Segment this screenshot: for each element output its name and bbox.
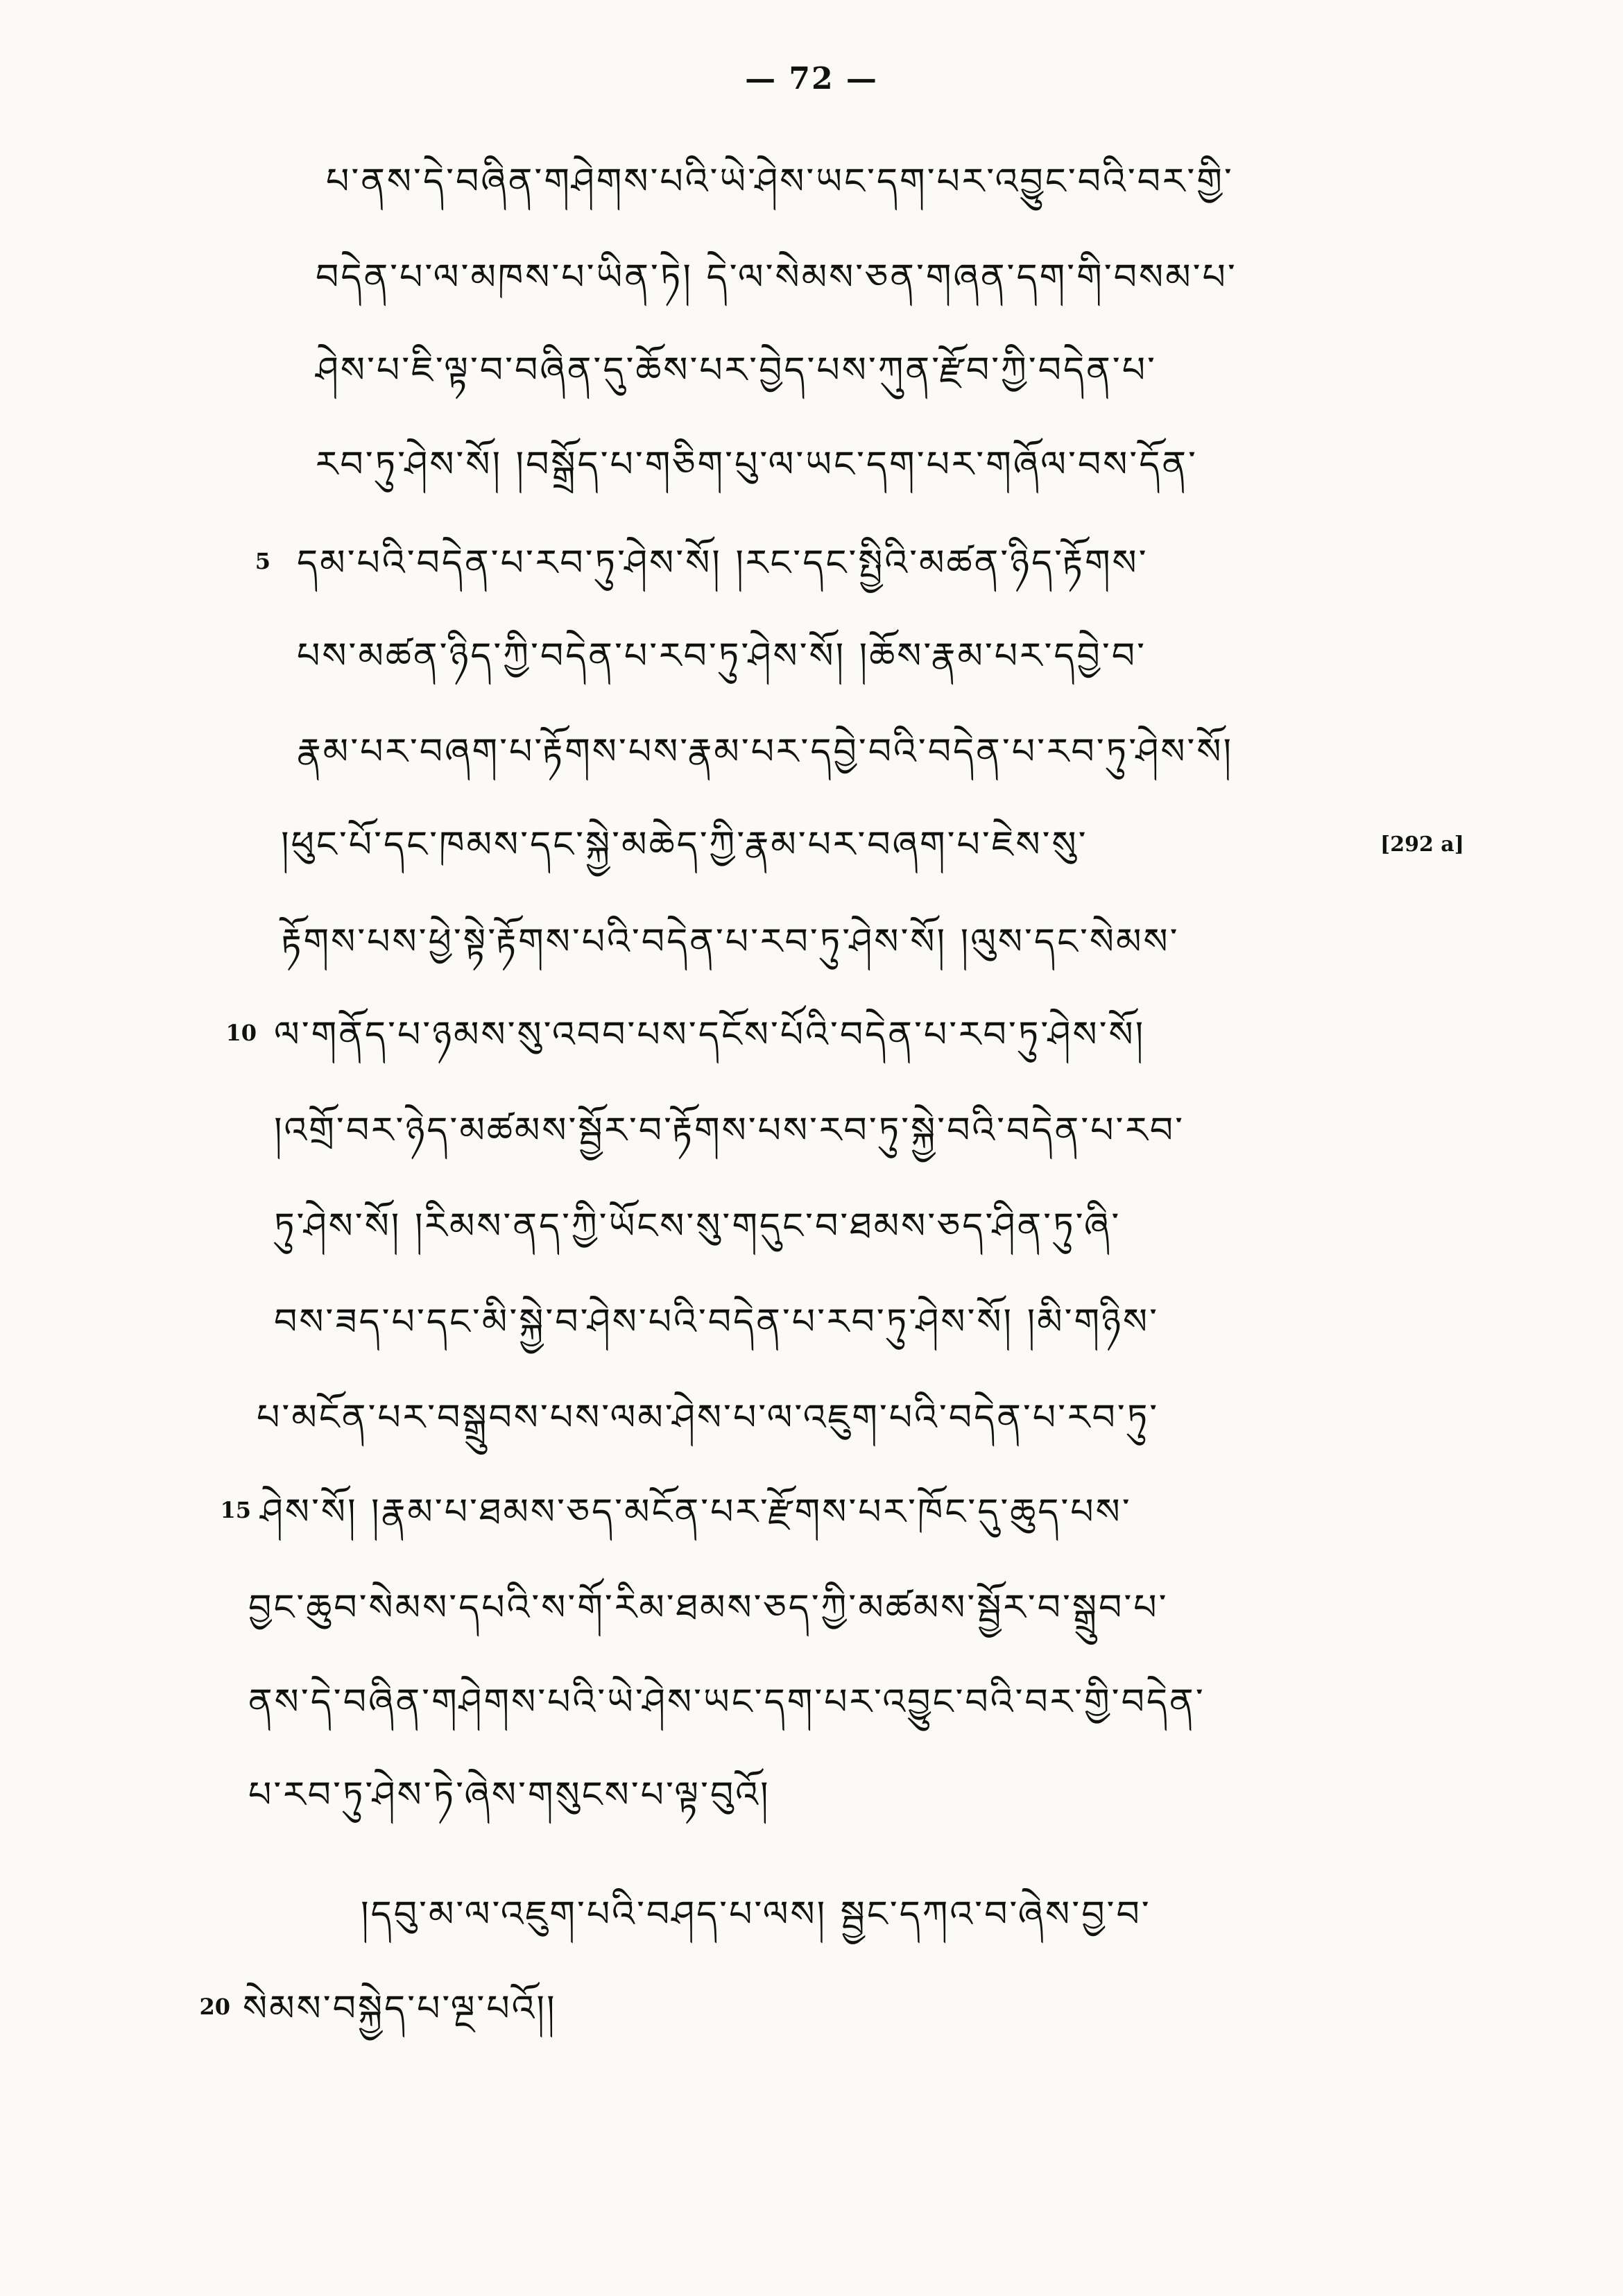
line-text: པ་མངོན་པར་བསྒྲུབས་པས་ལམ་ཤེས་པ་ལ་འཇུག་པའི་བདེན་པ་རབ་ཏུ་ [257,1397,1160,1439]
text-line [0,1580,1623,1636]
line-text: ལ་གནོད་པ་ཉམས་སུ་འབབ་པས་དངོས་པོའི་བདེན་པ་རབ་ཏུ་ཤེས་སོ། [274,1014,1146,1056]
text-line [0,1199,1623,1254]
line-text: དམ་པའི་བདེན་པ་རབ་ཏུ་ཤེས་སོ། །རང་དང་སྤྱིའི་མཚན་ཉིད་རྟོགས་ [297,542,1149,584]
text-line [0,1103,1623,1158]
text-line [0,1674,1623,1730]
line-text: བྱང་ཆུབ་སེམས་དཔའི་ས་གོ་རིམ་ཐམས་ཅད་ཀྱི་མཚམས་སྦྱོར་བ་སྒྲུབ་པ་ [248,1587,1169,1629]
line-text: རྟོགས་པས་ཕྱེ་སྟེ་རྟོགས་པའི་བདེན་པ་རབ་ཏུ་ཤེས་སོ། །ལུས་དང་སེམས་ [281,921,1180,963]
line-text: སེམས་བསྐྱེད་པ་ལྔ་པའོ།། [243,1988,557,2030]
line-text: པ་རབ་ཏུ་ཤེས་ཏེ་ཞེས་གསུངས་པ་ལྟ་བུའོ། [248,1774,771,1816]
text-line [0,154,1623,209]
text-line [0,1294,1623,1350]
line-text: ཤེས་སོ། །རྣམ་པ་ཐམས་ཅད་མངོན་པར་རྫོགས་པར་ཁོང་དུ་ཆུད་པས་ [260,1491,1132,1533]
text-line [0,250,1623,305]
page-number-header: — 72 — [745,61,878,96]
line-text: པས་མཚན་ཉིད་ཀྱི་བདེན་པ་རབ་ཏུ་ཤེས་སོ། །ཆོས་རྣམ་པར་དབྱེ་བ་ [297,635,1147,677]
line-text: །ཕུང་པོ་དང་ཁམས་དང་སྐྱེ་མཆེད་ཀྱི་རྣམ་པར་བཞག་པ་ཇེས་སུ་ [281,824,1088,866]
text-line [0,914,1623,970]
line-number: 5 [255,548,270,574]
text-line [0,1390,1623,1446]
text-line [0,628,1623,684]
line-text: རྣམ་པར་བཞག་པ་རྟོགས་པས་རྣམ་པར་དབྱེ་བའི་བདེན་པ་རབ་ཏུ་ཤེས་སོ། [297,731,1234,773]
text-line [0,343,1623,398]
line-text: །དབུ་མ་ལ་འཇུག་པའི་བཤད་པ་ལས། སྦྱང་དཀའ་བ་ཞེས་བྱ་བ་ [361,1894,1151,1935]
line-text: བདེན་པ་ལ་མཁས་པ་ཡིན་ཏེ། དེ་ལ་སེམས་ཅན་གཞན་དག་གི་བསམ་པ་ [316,257,1237,298]
text-line [0,1484,1623,1540]
text-line [0,437,1623,492]
text-line [0,1887,1623,1942]
line-text: ཤེས་པ་ཇི་ལྟ་བ་བཞིན་དུ་ཆོས་པར་བྱེད་པས་ཀུན་རྫོབ་ཀྱི་བདེན་པ་ [316,350,1157,391]
line-text: ནས་དེ་བཞིན་གཤེགས་པའི་ཡེ་ཤེས་ཡང་དག་པར་འབྱུང་བའི་བར་གྱི་བདེན་ [248,1681,1205,1723]
text-line [0,536,1623,591]
line-text: པ་ནས་དེ་བཞིན་གཤེགས་པའི་ཡེ་ཤེས་ཡང་དག་པར་འབྱུང་བའི་བར་གྱི་ [326,161,1234,203]
line-text: །འགྲོ་བར་ཉེད་མཚམས་སྦྱོར་བ་རྟོགས་པས་རབ་ཏུ་སྐྱེ་བའི་བདེན་པ་རབ་ [274,1110,1185,1151]
line-text: བས་ཟད་པ་དང་མི་སྐྱེ་བ་ཤེས་པའི་བདེན་པ་རབ་ཏུ་ཤེས་སོ། །མི་གཉིས་ [274,1301,1159,1343]
line-number: 15 [220,1497,251,1523]
text-line [0,1007,1623,1063]
text-line [0,1767,1623,1823]
line-number: 20 [199,1994,230,2020]
text-line [0,817,1623,873]
text-line [0,1981,1623,2037]
text-line [0,724,1623,780]
folio-marker: [292 a] [1380,832,1464,857]
line-text: རབ་ཏུ་ཤེས་སོ། །བསྒྲོད་པ་གཅིག་པུ་ལ་ཡང་དག་པར་གཞོལ་བས་དོན་ [316,444,1198,486]
line-number: 10 [225,1020,257,1046]
line-text: ཏུ་ཤེས་སོ། །རིམས་ནད་ཀྱི་ཡོངས་སུ་གདུང་བ་ཐམས་ཅད་ཤིན་ཏུ་ཞི་ [274,1206,1122,1247]
